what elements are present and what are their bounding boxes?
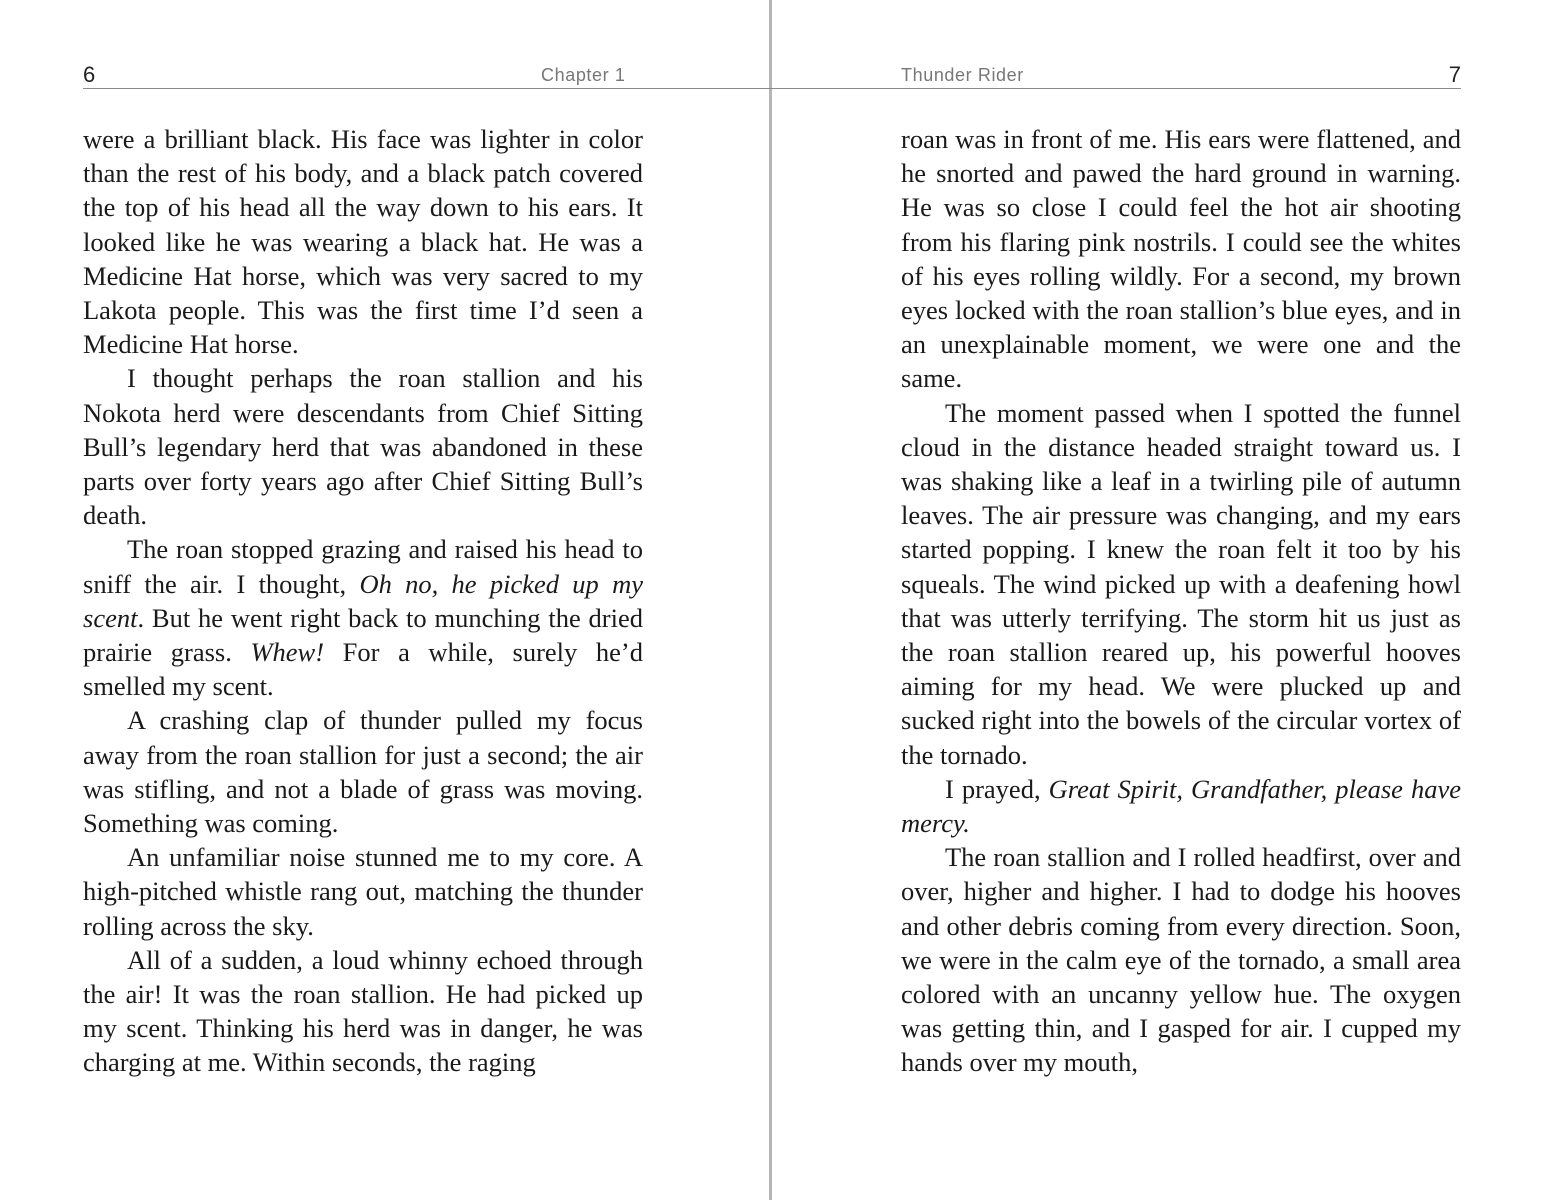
text-run: All of a sudden, a loud whinny echoed through the air! It was the roan stallion. He had picked up my scent. Thinking his herd was in danger, he was charging at me. Within seconds, the raging <box>83 944 643 1078</box>
paragraph <box>901 840 1461 1079</box>
text-run: . But he went right back to munching the dried prairie grass. <box>83 602 643 668</box>
page-number: 7 <box>1448 62 1461 87</box>
text-run: A crashing clap of thunder pulled my focus away from the roan stallion for just a second; the air was stifling, and not a blade of grass was moving. Something was coming. <box>83 705 643 839</box>
book-gutter <box>769 0 772 1200</box>
italic-text: Great Spirit, Grandfather, please have mercy. <box>901 773 1461 839</box>
paragraph <box>83 703 643 840</box>
page-number: 6 <box>83 62 96 87</box>
paragraph <box>901 122 1461 396</box>
left-page <box>83 0 643 1200</box>
running-head-title: Thunder Rider <box>901 65 1024 85</box>
paragraph <box>83 943 643 1080</box>
paragraph <box>83 840 643 943</box>
left-page-header <box>83 62 771 89</box>
running-head-chapter: Chapter 1 <box>541 65 626 85</box>
text-run: The moment passed when I spotted the funnel cloud in the distance headed straight toward us. I was shaking like a leaf in a twirling pile of autumn leaves. The air pressure was changing, and my ears started popping. I knew the roan felt it too by his squeals. The wind picked up with a deafening howl that was utterly terrifying. The storm hit us just as the roan stallion reared up, his powerful hooves aiming for my head. We were plucked up and sucked right into the bowels of the circular vortex of the tornado. <box>901 397 1461 770</box>
paragraph <box>83 361 643 532</box>
text-run: The roan stopped grazing and raised his head to sniff the air. I thought, <box>83 534 643 599</box>
text-run: The roan stallion and I rolled headfirst, over and over, higher and higher. I had to dodge his hooves and other debris coming from every direction. Soon, we were in the calm eye of the tornado, a small area colored with an uncanny yellow hue. The oxygen was getting thin, and I gasped for air. I cupped my hands over my mouth, <box>901 842 1461 1078</box>
right-page-body <box>901 122 1461 1080</box>
text-run: An unfamiliar noise stunned me to my core. A high-pitched whistle rang out, matching the thunder rolling across the sky. <box>83 842 643 941</box>
italic-text: Oh no, he picked up my scent <box>83 568 643 633</box>
text-run: For a while, surely he’d smelled my scent. <box>83 637 643 702</box>
paragraph <box>901 772 1461 840</box>
text-run: were a brilliant black. His face was lighter in color than the rest of his body, and a black patch covered the top of his head all the way down to his ears. It looked like he was wearing a black hat. He was a Medicine Hat horse, which was very sacred to my Lakota people. This was the first time I’d seen a Medicine Hat horse. <box>83 124 643 360</box>
paragraph <box>901 396 1461 772</box>
right-page <box>901 0 1461 1200</box>
text-run: roan was in front of me. His ears were flattened, and he snorted and pawed the hard ground in warning. He was so close I could feel the hot air shooting from his flaring pink nostrils. I could see the whites of his eyes rolling wildly. For a second, my brown eyes locked with the roan stallion’s blue eyes, and in an unexplainable moment, we were one and the same. <box>901 124 1461 394</box>
paragraph <box>83 122 643 361</box>
italic-text: Whew! <box>250 637 325 668</box>
left-page-body <box>83 122 643 1080</box>
paragraph <box>83 532 643 703</box>
right-page-header <box>771 62 1461 89</box>
text-run: I thought perhaps the roan stallion and his Nokota herd were descendants from Chief Sitting Bull’s legendary herd that was abandoned in these parts over forty years ago after Chief Sitting Bull’s death. <box>83 363 643 531</box>
text-run: I prayed, <box>945 773 1049 804</box>
